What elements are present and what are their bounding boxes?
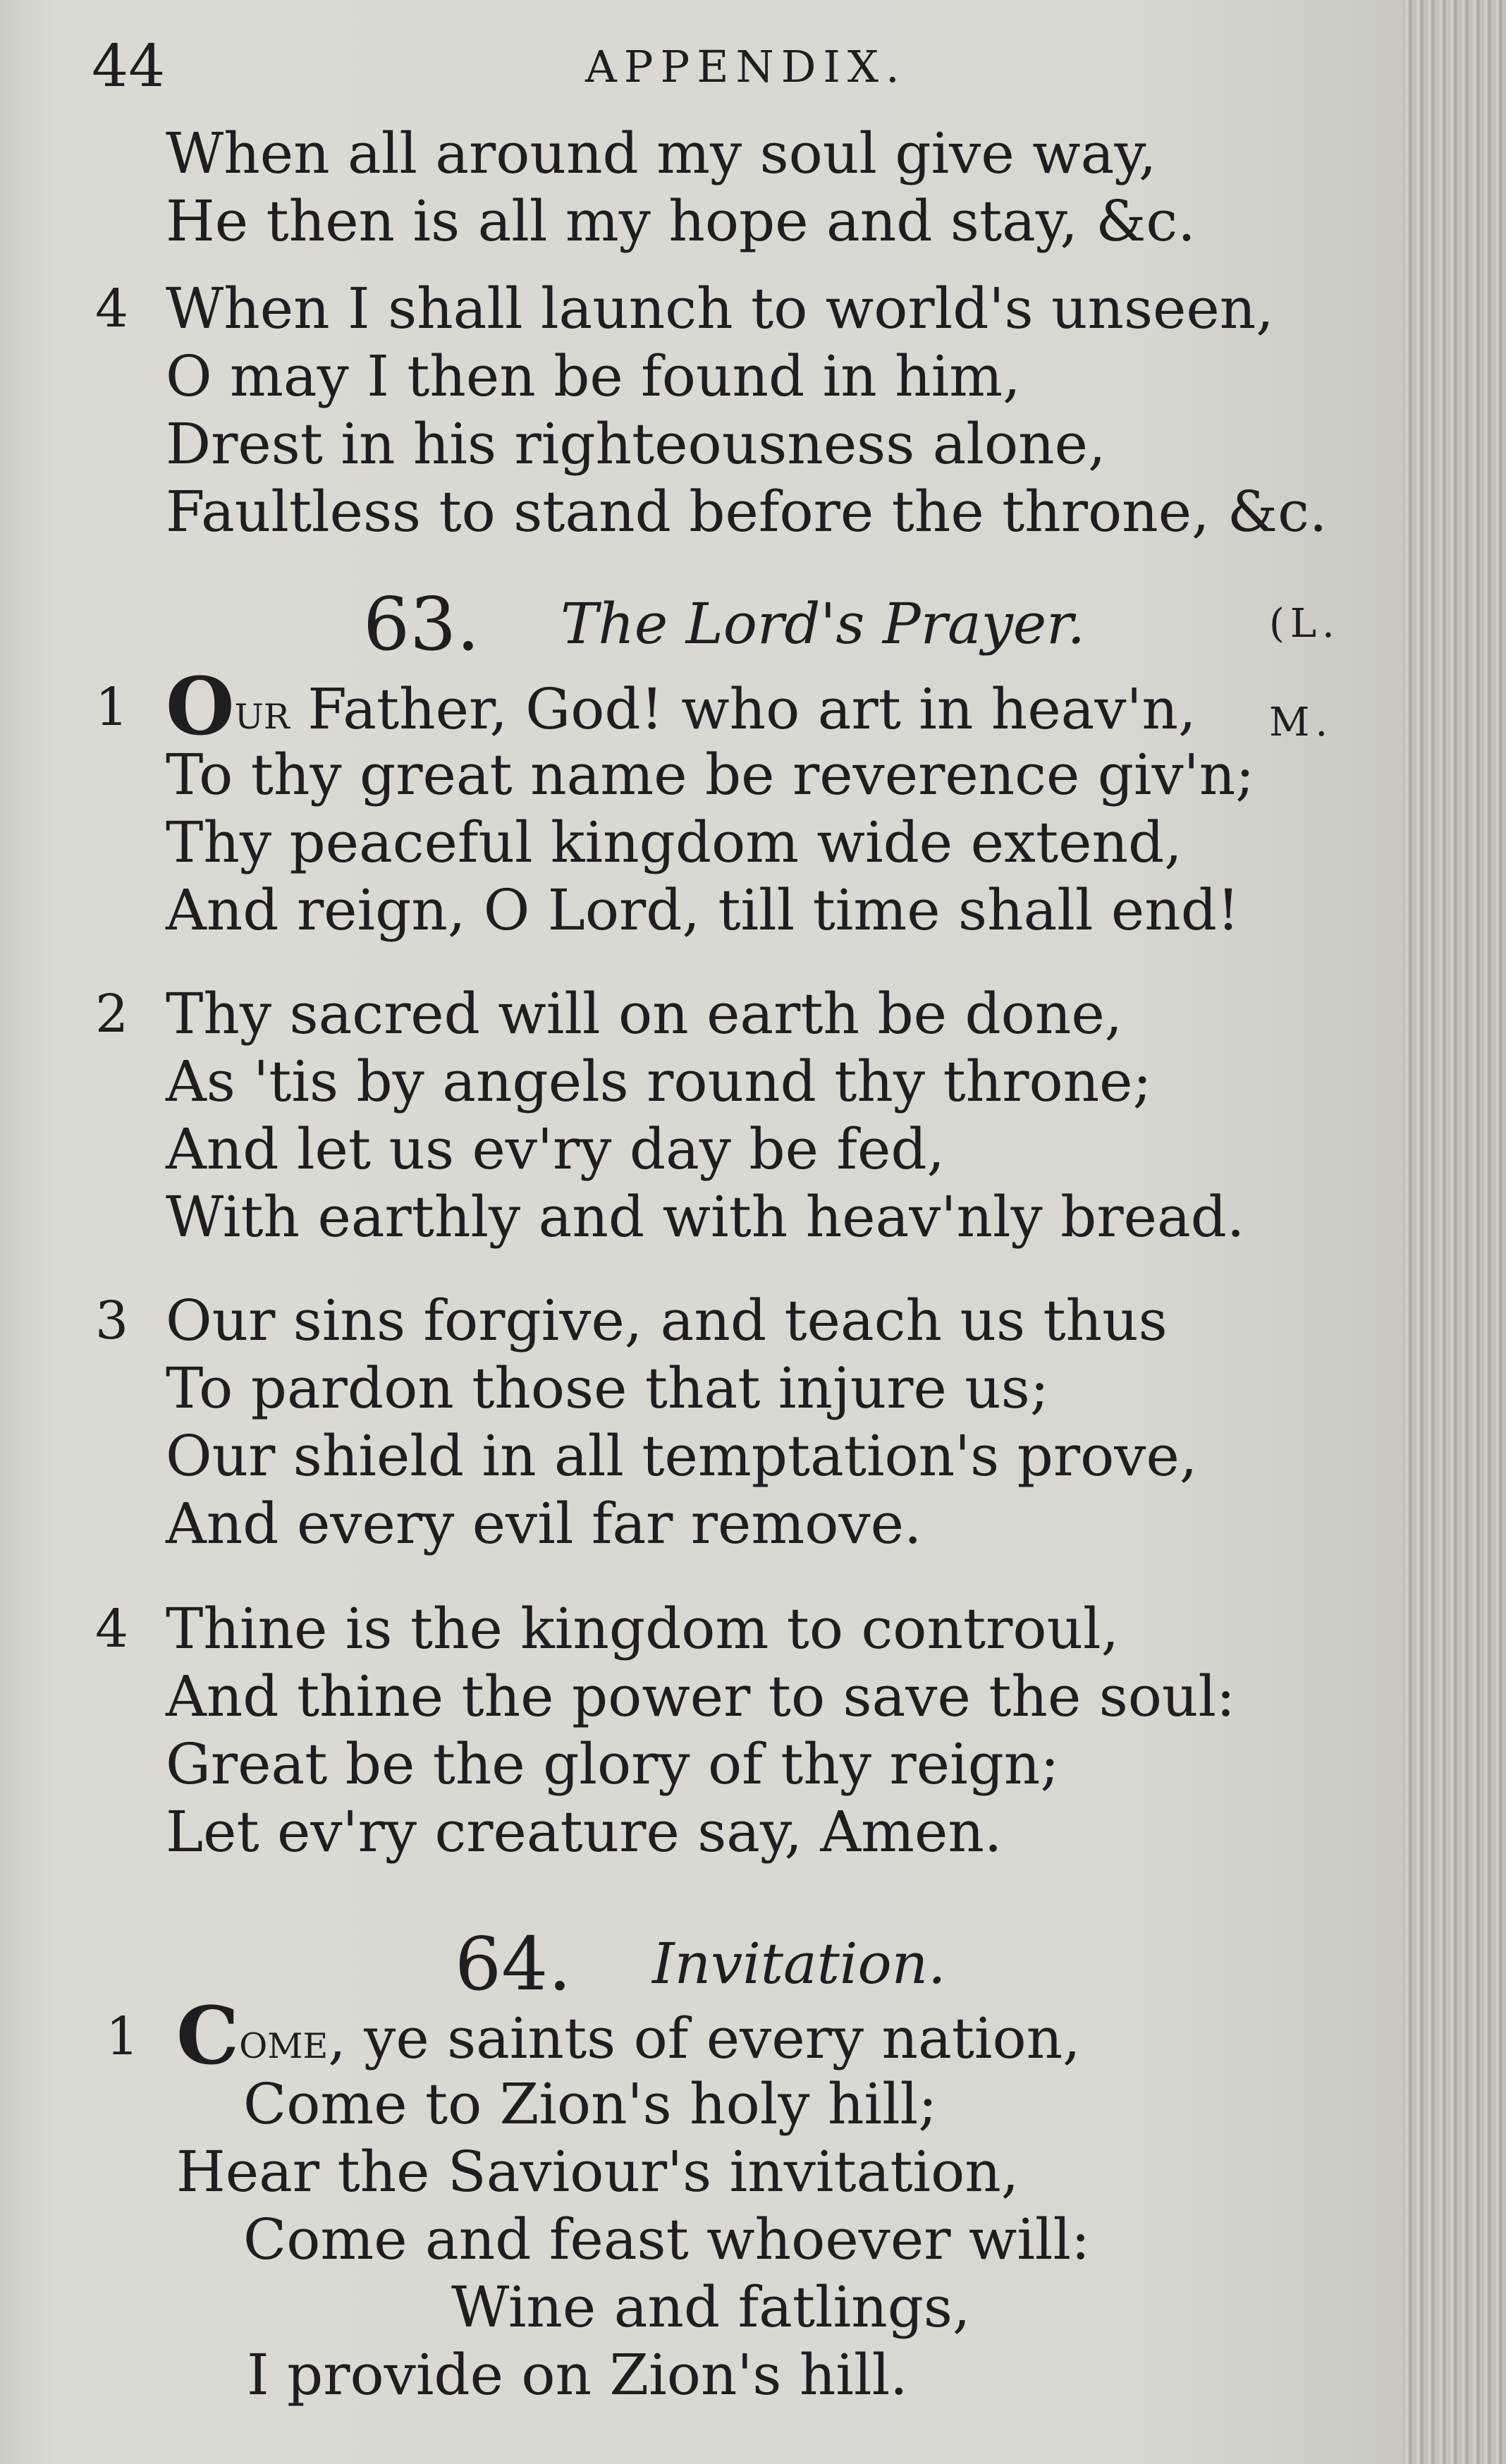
- first-line-rest: , ye saints of every nation,: [328, 2006, 1081, 2071]
- verse-number: 2: [95, 984, 129, 1044]
- verse-line: To pardon those that injure us;: [166, 1355, 1049, 1421]
- hymn-63-verse-1: [0, 661, 1403, 944]
- hymn-title: The Lord's Prayer.: [561, 591, 1086, 657]
- first-line-rest: Father, God! who art in heav'n,: [289, 676, 1196, 742]
- verse-number: 1: [106, 2006, 140, 2067]
- hymn-number: 63.: [363, 581, 480, 667]
- verse-line: I provide on Zion's hill.: [247, 2342, 908, 2408]
- hymn-number: 64.: [455, 1921, 572, 2007]
- verse-line: And let us ev'ry day be fed,: [166, 1116, 945, 1182]
- verse-line: [176, 1990, 1081, 2082]
- verse-line: Hear the Saviour's invitation,: [176, 2139, 1020, 2204]
- hymn-meter: (L. M.: [1269, 601, 1340, 745]
- hymn-64-verse-1: [0, 1990, 1403, 2409]
- verse-line: With earthly and with heav'nly bread.: [166, 1184, 1245, 1250]
- verse-line: Thine is the kingdom to controul,: [166, 1596, 1120, 1661]
- verse-line: To thy great name be reverence giv'n;: [166, 742, 1255, 807]
- hymn-title: Invitation.: [652, 1931, 946, 1996]
- continued-verse-4: [0, 275, 1403, 546]
- verse-line: Drest in his righteousness alone,: [166, 411, 1106, 477]
- verse-line: Thy sacred will on earth be done,: [166, 981, 1123, 1047]
- verse-line: As 'tis by angels round thy throne;: [166, 1049, 1152, 1114]
- verse-line: Come to Zion's holy hill;: [243, 2071, 938, 2137]
- drop-cap: C: [176, 1990, 240, 2082]
- verse-line: Let ev'ry creature say, Amen.: [166, 1799, 1003, 1865]
- small-caps: ur: [234, 683, 290, 740]
- continued-verse: [0, 120, 1403, 255]
- verse-number: 4: [95, 279, 129, 339]
- adjacent-page-edge: [1403, 0, 1506, 2464]
- verse-line: Come and feast whoever will:: [243, 2207, 1091, 2272]
- verse-line: Our sins forgive, and teach us thus: [166, 1288, 1168, 1353]
- verse-line: Great be the glory of thy reign;: [166, 1731, 1060, 1797]
- small-caps: ome: [239, 2012, 329, 2070]
- hymn-63-verse-4: [0, 1595, 1403, 1866]
- hymn-63-verse-3: [0, 1287, 1403, 1558]
- drop-cap: O: [166, 661, 235, 753]
- verse-line: And reign, O Lord, till time shall end!: [166, 877, 1240, 943]
- verse-number: 1: [95, 677, 129, 738]
- verse-line: [166, 661, 1196, 753]
- verse-line: Wine and fatlings,: [451, 2274, 971, 2340]
- page-header: [92, 28, 1389, 106]
- page-number: 44: [92, 33, 166, 100]
- verse-line: When all around my soul give way,: [166, 121, 1157, 186]
- verse-line: Our shield in all temptation's prove,: [166, 1423, 1198, 1489]
- hymn-63-verse-2: [0, 980, 1403, 1251]
- verse-line: He then is all my hope and stay, &c.: [166, 188, 1196, 254]
- verse-number: 4: [95, 1599, 129, 1659]
- verse-line: Faultless to stand before the throne, &c.: [166, 479, 1328, 544]
- verse-line: When I shall launch to world's unseen,: [166, 276, 1274, 341]
- verse-line: Thy peaceful kingdom wide extend,: [166, 810, 1182, 875]
- verse-line: And every evil far remove.: [166, 1491, 922, 1556]
- verse-line: And thine the power to save the soul:: [166, 1664, 1235, 1729]
- verse-number: 3: [95, 1291, 129, 1351]
- verse-line: O may I then be found in him,: [166, 343, 1021, 409]
- running-head: APPENDIX.: [585, 41, 907, 92]
